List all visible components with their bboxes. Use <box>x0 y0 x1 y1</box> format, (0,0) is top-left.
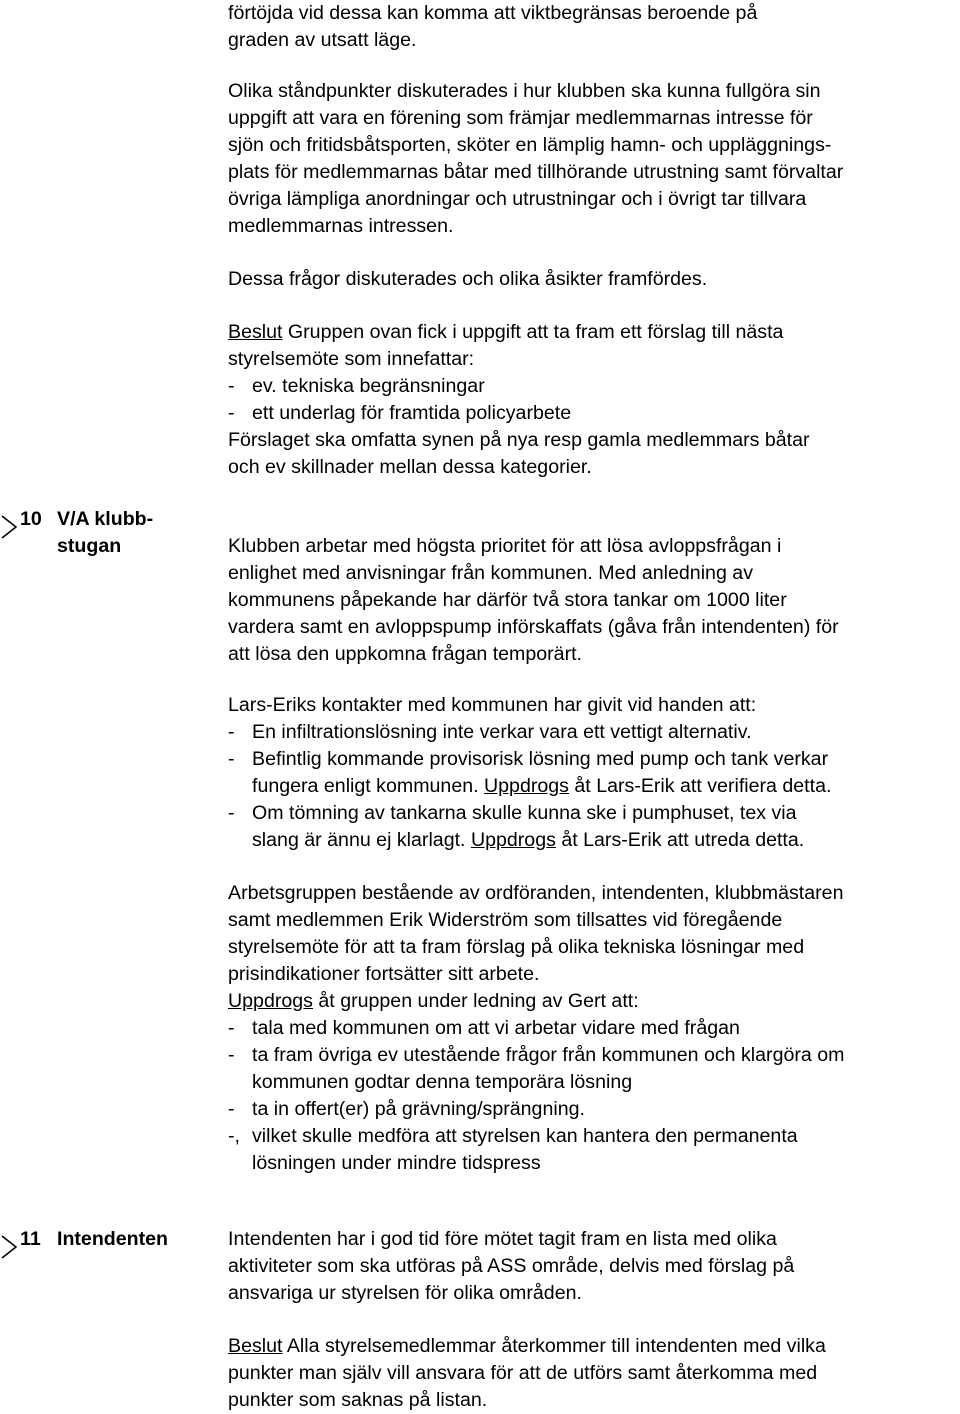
list-item: - En infiltrationslösning inte verkar vara ett vettigt alternativ. <box>228 721 752 743</box>
text-line: punkter man själv vill ansvara för att de utförs samt återkomma med <box>228 1362 818 1384</box>
text-line: kommunens påpekande har därför två stora tankar om 1000 liter <box>228 589 787 611</box>
text-line: sjön och fritidsbåtsporten, sköter en lämplig hamn- och uppläggnings- <box>228 134 832 156</box>
text-line: punkter som saknas på listan. <box>228 1389 488 1411</box>
section-title: Intendenten <box>57 1228 169 1250</box>
text-line: ansvariga ur styrelsen för olika områden. <box>228 1282 582 1304</box>
text-line: att lösa den uppkomna frågan temporärt. <box>228 643 582 665</box>
text-line: Klubben arbetar med högsta prioritet för att lösa avloppsfrågan i <box>228 535 782 557</box>
assignment-label: Uppdrogs <box>228 990 313 1012</box>
section-number: 10 <box>20 508 42 530</box>
paragraph-standpoints <box>228 78 956 240</box>
text-line: aktiviteter som ska utföras på ASS område, delvis med förslag på <box>228 1255 795 1277</box>
text-line: och ev skillnader mellan dessa kategorier. <box>228 456 592 478</box>
list-item: - ev. tekniska begränsningar <box>228 375 485 397</box>
text-line: förtöjda vid dessa kan komma att viktbegränsas beroende på <box>228 2 758 24</box>
text-line: graden av utsatt läge. <box>228 29 417 51</box>
text-line: samt medlemmen Erik Widerström som tillsattes vid föregående <box>228 909 783 931</box>
text-line: medlemmarnas intressen. <box>228 215 454 237</box>
section-11-decision <box>228 1333 956 1414</box>
list-item: -, vilket skulle medföra att styrelsen kan hantera den permanenta lösningen under mindre tidspress <box>228 1125 798 1174</box>
continued-paragraph <box>228 0 956 54</box>
decision-block-1 <box>228 319 956 481</box>
text-line: uppgift att vara en förening som främjar medlemmarnas intresse för <box>228 107 813 129</box>
section-11-heading <box>0 1226 220 1258</box>
text-line: Intendenten har i god tid före mötet tagit fram en lista med olika <box>228 1228 777 1250</box>
text-line: Lars-Eriks kontakter med kommunen har givit vid handen att: <box>228 694 757 716</box>
list-item: - tala med kommunen om att vi arbetar vidare med frågan <box>228 1017 740 1039</box>
text-line: prisindikationer fortsätter sitt arbete. <box>228 963 540 985</box>
assignment-label: Uppdrogs <box>470 829 556 851</box>
section-10-paragraph-1 <box>228 533 956 668</box>
section-10-contacts <box>228 692 956 854</box>
text-line: plats för medlemmarnas båtar med tillhörande utrustning samt förvaltar <box>228 161 844 183</box>
arrow-right-icon <box>0 1232 18 1262</box>
decision-line: Beslut Alla styrelsemedlemmar återkommer till intendenten med vilka <box>228 1335 826 1357</box>
text-line: styrelsemöte som innefattar: <box>228 348 475 370</box>
section-number: 11 <box>20 1228 41 1250</box>
list-item: - ett underlag för framtida policyarbete <box>228 402 572 424</box>
text-line: Olika ståndpunkter diskuterades i hur klubben ska kunna fullgöra sin <box>228 80 821 102</box>
list-item: - Om tömning av tankarna skulle kunna ske i pumphuset, tex via slang är ännu ej klarlagt. Uppdrogs åt Lars-Erik att utreda detta. <box>228 802 805 851</box>
assignment-line: Uppdrogs åt gruppen under ledning av Gert att: <box>228 990 639 1012</box>
text-line: övriga lämpliga anordningar och utrustningar och i övrigt tar tillvara <box>228 188 807 210</box>
text-line: enlighet med anvisningar från kommunen. Med anledning av <box>228 562 753 584</box>
section-10-heading <box>0 506 220 566</box>
paragraph-discussion <box>228 266 956 293</box>
decision-label: Beslut <box>228 1335 283 1357</box>
text-line: styrelsemöte för att ta fram förslag på olika tekniska lösningar med <box>228 936 805 958</box>
section-11-paragraph-1 <box>228 1226 956 1307</box>
list-item: - ta fram övriga ev utestående frågor från kommunen och klargöra om kommunen godtar denna temporära lösning <box>228 1044 845 1093</box>
arrow-right-icon <box>0 512 18 542</box>
list-item: - Befintlig kommande provisorisk lösning med pump och tank verkar fungera enligt kommunen. Uppdrogs åt Lars-Erik att verifiera detta. <box>228 748 832 797</box>
text-line: Dessa frågor diskuterades och olika åsikter framfördes. <box>228 268 708 290</box>
decision-label: Beslut <box>228 321 283 343</box>
continuation-block <box>228 0 956 54</box>
list-item: - ta in offert(er) på grävning/sprängning. <box>228 1098 585 1120</box>
assignment-label: Uppdrogs <box>484 775 569 797</box>
text-line: vardera samt en avloppspump införskaffats (gåva från intendenten) för <box>228 616 839 638</box>
text-line: Arbetsgruppen bestående av ordföranden, intendenten, klubbmästaren <box>228 882 844 904</box>
decision-line: Beslut Gruppen ovan fick i uppgift att ta fram ett förslag till nästa <box>228 321 784 343</box>
section-title: V/A klubb- stugan <box>57 508 154 557</box>
section-10-workgroup <box>228 880 956 1177</box>
text-line: Förslaget ska omfatta synen på nya resp gamla medlemmars båtar <box>228 429 810 451</box>
